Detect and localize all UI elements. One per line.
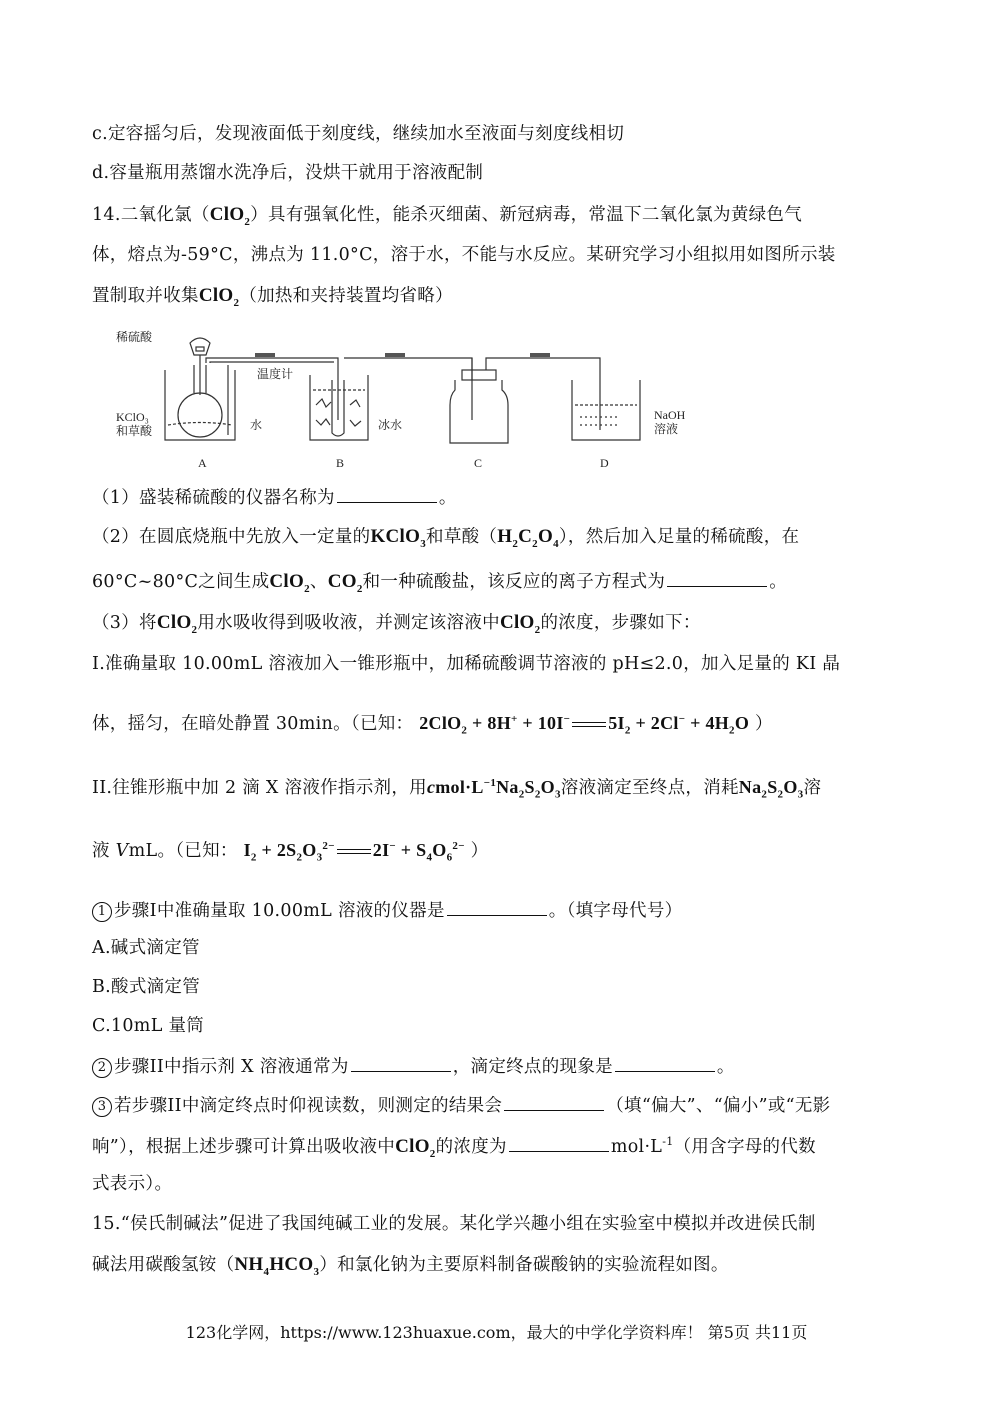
- part3: （3）将ClO$_2$用水吸收得到吸收液，并测定该溶液中ClO$_2$的浓度，步骤如下：: [92, 612, 701, 636]
- label-dilute-acid: 稀硫酸: [116, 330, 153, 344]
- label-oxalic: 和草酸: [116, 424, 153, 438]
- subq-3-line2: 响”），根据上述步骤可计算出吸收液中ClO$_2$的浓度为 $mol\cdot L^{-1}$（用含字母的代数: [92, 1133, 816, 1159]
- subq-3-line3: 式表示）。: [92, 1174, 173, 1194]
- label-naoh-solution: 溶液: [654, 422, 679, 436]
- step2-line1: II.往锥形瓶中加 2 滴 X 溶液作指示剂，用$cmol\cdot L^{-1}Na_2S_2O_3$溶液滴定至终点，消耗$Na_2S_2O_3$溶: [92, 777, 822, 801]
- q15-line2: 碱法用碳酸氢铵$(NH_4HCO_3)$和氯化钠为主要原料制备碳酸钠的实验流程如图。: [92, 1254, 729, 1278]
- label-D: D: [600, 456, 609, 470]
- option-c: c.定容摇匀后，发现液面低于刻度线，继续加水至液面与刻度线相切: [92, 124, 625, 144]
- q14-line3: 置制取并收集ClO$_2$（加热和夹持装置均省略）: [92, 285, 453, 309]
- label-kclo3: KClO₃: [116, 410, 149, 424]
- option-d: d.容量瓶用蒸馏水洗净后，没烘干就用于溶液配制: [92, 163, 484, 183]
- step1-line2: 体，摇匀，在暗处静置 30min。（已知： 2ClO$_2$ + 8H+ + 10I− $5I_2 + 2Cl^- + 4H_2O$ ）: [92, 713, 773, 737]
- apparatus-diagram: [110, 325, 710, 475]
- label-B: B: [336, 456, 345, 470]
- page-footer: 123化学网，https://www.123huaxue.com，最大的中学化学资料库！ 第5页 共11页: [185, 1323, 808, 1342]
- label-water: 水: [250, 418, 263, 432]
- part2-line2: 60°C~80°C之间生成ClO$_2$、$CO_2$和一种硫酸盐，该反应的离子方程式为 。: [92, 568, 787, 594]
- label-ice-water: 冰水: [378, 418, 403, 432]
- subq-3-line1: 3 若步骤II中滴定终点时仰视读数，则测定的结果会 （填“偏大”、“偏小”或“无影: [92, 1092, 830, 1118]
- label-A: A: [198, 456, 207, 470]
- label-naoh: NaOH: [654, 408, 686, 422]
- step2-line2: 液 VmL。（已知： $I_2 + 2S_2O_3^{2-}$ $2I^- + S_4O_6^{2-}$ ）: [92, 840, 489, 864]
- label-thermometer: 温度计: [257, 367, 294, 381]
- subq-1: 1 步骤I中准确量取 10.00mL 溶液的仪器是 。（填字母代号）: [92, 897, 682, 923]
- q14-line1: 14.二氧化氯（ClO$_2$）具有强氧化性，能杀灭细菌、新冠病毒，常温下二氧化氯为黄绿色气: [92, 204, 803, 228]
- part2-line1: （2）在圆底烧瓶中先放入一定量的KClO$_3$和草酸$(H_2C_2O_4)$，然后加入足量的稀硫酸，在: [92, 526, 800, 550]
- option-A: A.碱式滴定管: [92, 938, 200, 958]
- label-C: C: [474, 456, 483, 470]
- option-B: B.酸式滴定管: [92, 977, 201, 997]
- part1: （1）盛装稀硫酸的仪器名称为 。: [92, 484, 457, 510]
- subq-2: 2 步骤II中指示剂 X 溶液通常为 ，滴定终点的现象是 。: [92, 1053, 735, 1079]
- option-C: C.10mL 量筒: [92, 1016, 205, 1036]
- q14-line2: 体，熔点为-59°C，沸点为 11.0°C，溶于水，不能与水反应。某研究学习小组拟用如图所示装: [92, 245, 836, 265]
- step1-line1: I.准确量取 10.00mL 溶液加入一锥形瓶中，加稀硫酸调节溶液的 pH≤2.0，加入足量的 KI 晶: [92, 654, 841, 674]
- q15-line1: 15.“侯氏制碱法”促进了我国纯碱工业的发展。某化学兴趣小组在实验室中模拟并改进侯氏制: [92, 1214, 816, 1234]
